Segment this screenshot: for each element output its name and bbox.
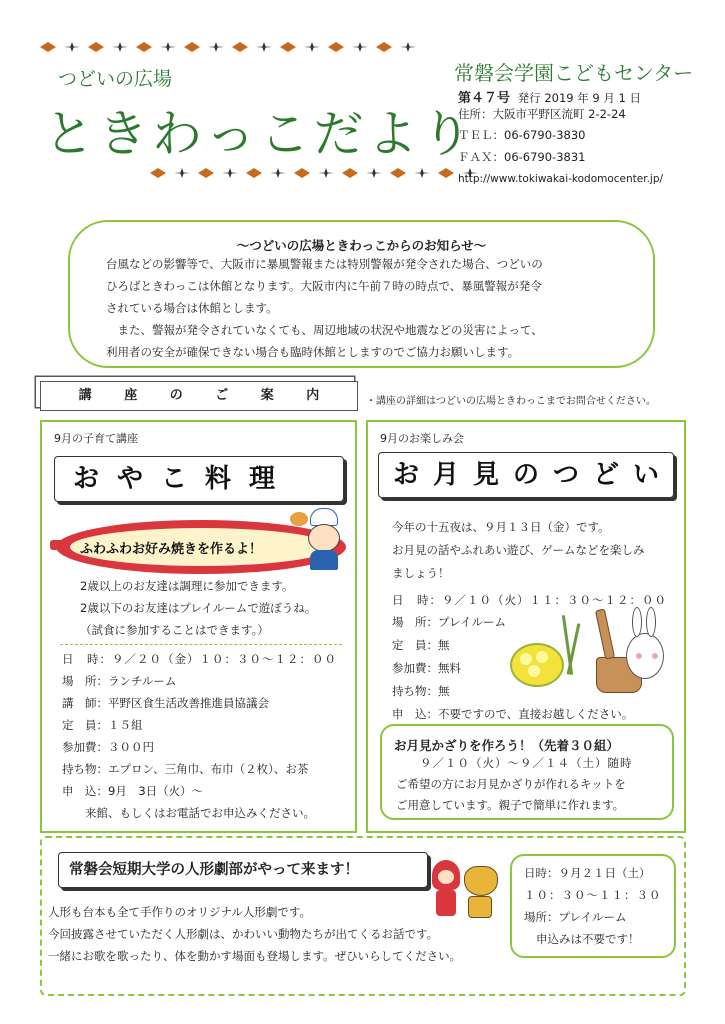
- course-note: ・講座の詳細はつどいの広場ときわっこまでお問合せください。: [366, 396, 656, 407]
- right-detail-apply: 申 込：不要ですので、直接お越しください。: [392, 707, 634, 721]
- right-detail-place: 場 所：プレイルーム: [392, 615, 506, 629]
- craft-line-2: ご用意しています。親子で簡単に作れます。: [396, 798, 625, 812]
- course-banner-text: 講 座 の ご 案 内: [78, 388, 334, 403]
- puppets-illustration: [432, 860, 502, 920]
- notice-line-1: 台風などの影響等で、大阪市に暴風警報または特別警報が発令された場合、つどいの: [106, 257, 543, 271]
- issue-number: 第４７号: [458, 91, 511, 106]
- left-event-label: 9月の子育て講座: [54, 432, 138, 445]
- address: 住所：大阪市平野区流町 2-2-24: [458, 107, 626, 121]
- course-banner: [40, 381, 358, 411]
- right-event-title-box: [378, 452, 674, 498]
- left-intro-1: 2歳以上のお友達は調理に参加できます。: [80, 579, 294, 593]
- tsukimi-illustration: [508, 605, 678, 700]
- left-intro-2: 2歳以下のお友達はプレイルームで遊ぼうね。: [80, 601, 317, 615]
- issue-line: [458, 87, 641, 106]
- puppet-schedule-apply: 申込みは不要です！: [536, 932, 640, 946]
- puppet-line-2: 今回披露させていただく人形劇は、かわいい動物たちが出てくるお話です。: [48, 927, 439, 941]
- left-detail-fee: 参加費：３００円: [62, 740, 154, 754]
- notice-box: [68, 220, 655, 368]
- pan-caption: ふわふわお好み焼きを作るよ！: [80, 542, 263, 557]
- notice-title: ～つどいの広場ときわっこからのお知らせ～: [236, 238, 487, 253]
- notice-line-3: されている場合は休館とします。: [106, 301, 278, 315]
- puppet-line-3: 一緒にお歌を歌ったり、体を動かす場面も登場します。ぜひいらしてください。: [48, 949, 462, 963]
- craft-title: お月見かざりを作ろう！（先着３０組）: [394, 738, 620, 753]
- left-event-title: おやこ料理: [73, 464, 294, 494]
- puppet-title: 常磐会短期大学の人形劇部がやって来ます！: [69, 862, 359, 878]
- right-intro-3: ましょう！: [392, 566, 450, 580]
- left-intro-3: （試食に参加することはできます。）: [80, 623, 269, 637]
- puppet-schedule-place: 場所：プレイルーム: [524, 910, 627, 924]
- puppet-title-box: [58, 852, 428, 888]
- right-event-title: お月見のつどい: [393, 460, 674, 490]
- org-name: 常磐会学園こどもセンター: [454, 61, 694, 85]
- right-intro-2: お月見の話やふれあい遊び、ゲームなどを楽しみ: [392, 543, 645, 557]
- left-detail-date: 日 時：９／２０（金）１０：３０～１２：００: [62, 652, 337, 666]
- left-divider: [60, 644, 342, 645]
- header-title: ときわっこだより: [44, 105, 476, 163]
- notice-line-4: また、警報が発令されていなくても、周辺地域の状況や地震などの災害によって、: [106, 323, 543, 337]
- left-event-title-box: [54, 456, 344, 502]
- right-detail-fee: 参加費：無料: [392, 661, 461, 675]
- puppet-schedule-date: 日時：９月２１日（土）: [524, 866, 651, 880]
- wolf-puppet-icon: [464, 866, 498, 896]
- right-intro-1: 今年の十五夜は、９月１３日（金）です。: [392, 520, 610, 534]
- bottom-garland-decoration: [150, 168, 486, 178]
- right-detail-bring: 持ち物：無: [392, 684, 450, 698]
- notice-line-2: ひろばときわっこは休館となります。大阪市内に午前７時の時点で、暴風警報が発令: [106, 279, 542, 293]
- left-detail-capacity: 定 員：１５組: [62, 718, 143, 732]
- tel: ＴＥＬ：06-6790-3830: [458, 128, 586, 142]
- notice-line-5: 利用者の安全が確保できない場合も臨時休館としますのでご協力お願いします。: [106, 345, 520, 359]
- header-subtitle: つどいの広場: [58, 68, 173, 90]
- puppet-line-1: 人形も台本も全て手作りのオリジナル人形劇です。: [48, 905, 312, 919]
- right-event-label: 9月のお楽しみ会: [380, 432, 464, 445]
- fax: ＦＡＸ：06-6790-3831: [458, 150, 586, 164]
- top-garland-decoration: [40, 42, 424, 52]
- right-detail-capacity: 定 員：無: [392, 638, 450, 652]
- rabbit-icon: [626, 633, 664, 679]
- right-detail-date: 日 時：９／１０（火）１１：３０～１２：００: [392, 593, 667, 607]
- left-detail-lecturer: 講 師：平野区食生活改善推進員協議会: [62, 696, 269, 710]
- issue-date: 発行 2019 年 9 月 1 日: [517, 91, 642, 105]
- puppet-schedule-time: １０：３０～１１：３０: [524, 888, 662, 902]
- left-detail-bring: 持ち物：エプロン、三角巾、布巾（２枚）、お茶: [62, 762, 309, 776]
- left-detail-place: 場 所：ランチルーム: [62, 674, 177, 688]
- craft-date: ９／１０（火）～９／１４（土）随時: [420, 756, 633, 770]
- chef-kid-illustration: [298, 508, 350, 572]
- left-detail-apply-note: 来館、もしくはお電話でお申込みください。: [62, 806, 315, 820]
- craft-line-1: ご希望の方にお月見かざりが作れるキットを: [396, 777, 626, 791]
- website-url[interactable]: http://www.tokiwakai-kodomocenter.jp/: [458, 173, 664, 185]
- left-detail-apply: 申 込：9月 3日（火）～: [62, 784, 204, 798]
